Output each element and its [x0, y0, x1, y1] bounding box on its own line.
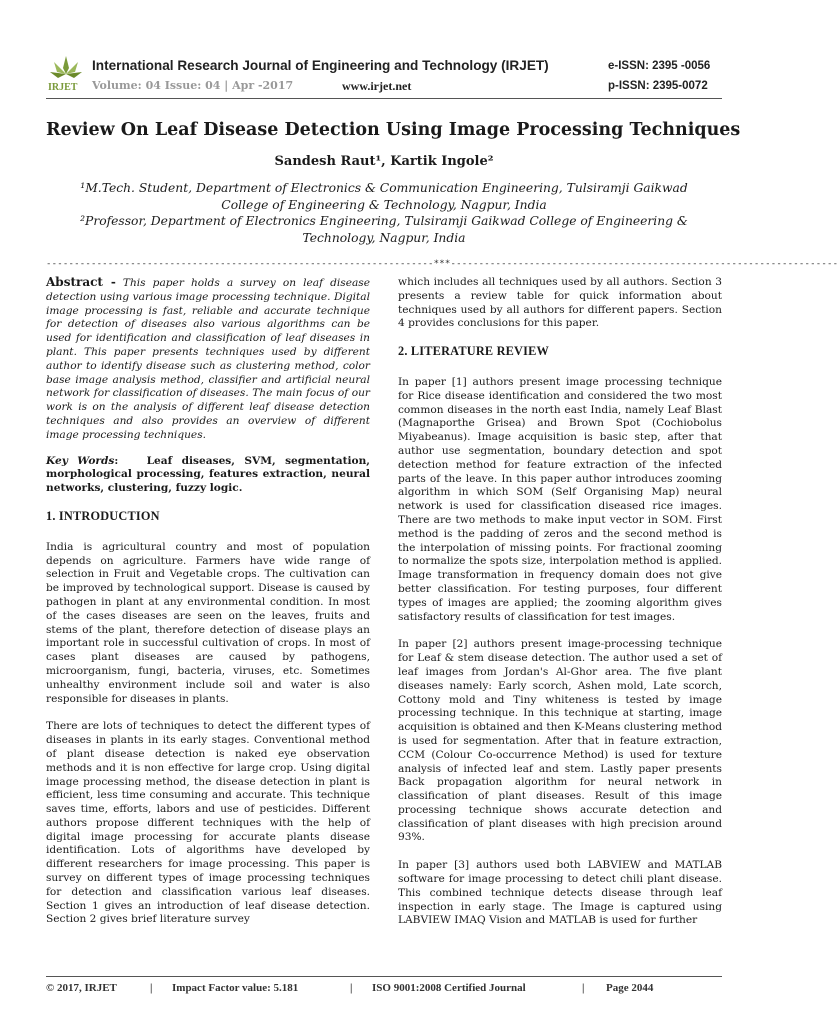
literature-paragraph-3: In paper [3] authors used both LABVIEW and MATLAB software for image processing to detect chili plant disease. This combined technique detects disease through leaf inspection in early stage. The Image is captured using LABVIEW IMAQ Vision and MATLAB is used for further [398, 859, 722, 927]
paper-title: Review On Leaf Disease Detection Using Image Processing Techniques [46, 120, 741, 140]
introduction-paragraph-2: There are lots of techniques to detect the different types of diseases in plants in its early stages. Conventional method of plant disease detection is naked eye observation methods and it is non effective for large crop. Using digital image processing method, the disease detection in plant is efficient, less time consuming and accurate. This technique saves time, efforts, labors and use of pesticides. Different authors propose different techniques with the help of digital image processing for accurate plants disease identification. Lots of algorithms have developed by different researchers for image processing. This paper is survey on different types of image processing techniques for detection and classification various leaf diseases. Section 1 gives an introduction of leaf disease detection. Section 2 gives brief literature survey [46, 720, 370, 926]
section-separator: ---------------------------------------------------------------------***--------------------------------------------------------------------- [46, 259, 838, 269]
abstract-label: Abstract - [46, 275, 116, 289]
logo-text: IRJET [48, 82, 78, 93]
introduction-continued: which includes all techniques used by all authors. Section 3 presents a review table for quick information about techniques used by all authors for different papers. Section 4 provides conclusions for this paper. [398, 276, 722, 330]
left-column [46, 276, 370, 927]
abstract [46, 276, 370, 443]
footer-iso: ISO 9001:2008 Certified Journal [372, 982, 526, 994]
footer-impact-factor: Impact Factor value: 5.181 [172, 982, 299, 994]
journal-website: www.irjet.net [342, 79, 412, 93]
introduction-paragraph-1: India is agricultural country and most of population depends on agriculture. Farmers have wide range of selection in Fruit and Vegetable crops. The cultivation can be improved by technological support. Disease is caused by pathogen in plant at any environmental condition. In most of the cases diseases are seen on the leaves, fruits and stems of the plant, therefore detection of disease plays an important role in successful cultivation of crops. In most of cases plant diseases are caused by pathogens, microorganism, fungi, bacteria, viruses, etc. Sometimes unhealthy environment include soil and water is also responsible for diseases in plants. [46, 540, 370, 705]
literature-paragraph-2: In paper [2] authors present image-processing technique for Leaf & stem disease detection. The author used a set of leaf images from Jordan's Al-Ghor area. The five plant diseases namely: Early scorch, Ashen mold, Late scorch, Cottony mold and Tiny whiteness is tested by image processing technique. In this technique at starting, image acquisition is obtained and then K-Means clustering method is used for segmentation. After that in feature extraction, CCM (Colour Co-occurrence Method) is used for texture analysis of infected leaf and stem. Lastly paper presents Back propagation algorithm for neural network in classification of plant diseases. Result of this image processing technique shows accurate detection and classification of plant diseases with high precision around 93%. [398, 638, 722, 844]
e-issn: e-ISSN: 2395 -0056 [608, 60, 711, 72]
affiliation-1: ¹M.Tech. Student, Department of Electronics & Communication Engineering, Tulsiramji Gaikwad College of Engineering & Technology, Nagpur, India [80, 181, 688, 212]
p-issn: p-ISSN: 2395-0072 [608, 80, 708, 92]
footer-divider: | [350, 982, 353, 994]
introduction-heading: 1. INTRODUCTION [46, 508, 160, 523]
keywords-label: Key Words [46, 454, 115, 467]
abstract-text: This paper holds a survey on leaf disease detection using various image processing technique. Digital image processing is fast, reliable and accurate technique for detection of diseases also various algorithms can be used for identification and classification of leaf diseases in plant. This paper presents techniques used by different author to identify disease such as clustering method, color base image analysis method, classifier and artificial neural network for classification of diseases. The main focus of our work is on the analysis of different leaf disease detection techniques and also provides an overview of different image processing techniques. [46, 277, 370, 441]
header-divider [46, 98, 722, 99]
affiliation-2: ²Professor, Department of Electronics Engineering, Tulsiramji Gaikwad College of Engineering & Technology, Nagpur, India [80, 214, 688, 245]
literature-heading: 2. LITERATURE REVIEW [398, 344, 550, 359]
keywords: Key Words: Leaf diseases, SVM, segmentation, morphological processing, features extraction, neural networks, clustering, fuzzy logic. [46, 454, 370, 495]
footer-divider: | [582, 982, 585, 994]
footer-divider-line [46, 976, 722, 977]
right-column [398, 276, 722, 928]
footer-copyright: © 2017, IRJET [46, 982, 117, 994]
footer-page-number: Page 2044 [606, 982, 654, 994]
volume-issue: Volume: 04 Issue: 04 | Apr -2017 [92, 79, 294, 92]
keywords-text: Leaf diseases, SVM, segmentation, morphological processing, features extraction, neural networks, clustering, fuzzy logic. [46, 454, 370, 495]
paper-authors: Sandesh Raut¹, Kartik Ingole² [274, 154, 494, 169]
irjet-logo [44, 52, 88, 96]
footer-divider: | [150, 982, 153, 994]
literature-paragraph-1: In paper [1] authors present image processing technique for Rice disease identification and considered the two most common diseases in the north east India, namely Leaf Blast (Magnaporthe Grisea) and Brown Spot (Cochiobolus Miyabeanus). Image acquisition is basic step, after that author use segmentation, boundary detection and spot detection method for feature extraction of the infected parts of the leave. In this paper author introduces zooming algorithm in which SOM (Self Organising Map) neural network is used for classification diseased rice images. There are two methods to make input vector in SOM. First method is the padding of zeros and the second method is the interpolation of missing points. For fractional zooming to normalize the spots size, interpolation method is applied. Image transformation in frequency domain does not give better classification. For testing purposes, four different types of images are applied; the zooming algorithm gives satisfactory results of classification for test images. [398, 375, 722, 623]
journal-name: International Research Journal of Engineering and Technology (IRJET) [92, 58, 549, 73]
